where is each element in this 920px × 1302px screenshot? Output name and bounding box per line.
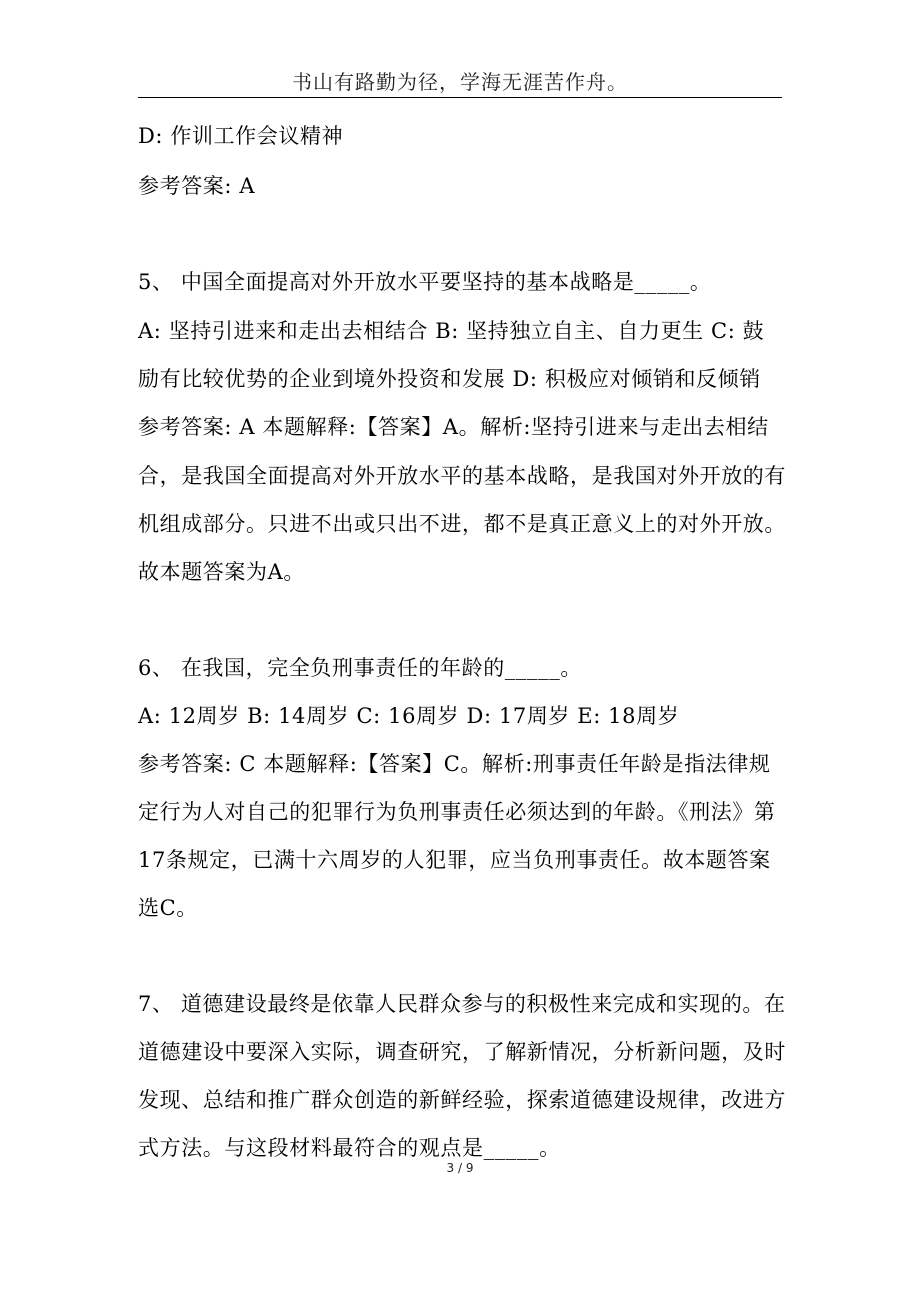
question-6-explanation: 17条规定，已满十六周岁的人犯罪，应当负刑事责任。故本题答案 [138,848,771,872]
page-number: 3 / 9 [446,1161,474,1175]
question-7-stem: 道德建设中要深入实际，调查研究，了解新情况，分析新问题，及时 [138,1040,786,1064]
question-5-explanation: 故本题答案为A。 [138,560,305,584]
question-5-explanation: 机组成部分。只进不出或只出不进，都不是真正意义上的对外开放。 [138,512,786,536]
question-7-stem: 7、 道德建设最终是依靠人民群众参与的积极性来完成和实现的。在 [138,992,786,1016]
question-5-options: A: 坚持引进来和走出去相结合 B: 坚持独立自主、自力更生 C: 鼓 [138,319,765,343]
question-6-stem: 6、 在我国，完全负刑事责任的年龄的_____。 [138,656,582,680]
option-line: D: 作训工作会议精神 [138,124,344,148]
question-5-stem: 5、 中国全面提高对外开放水平要坚持的基本战略是_____。 [138,270,712,294]
question-6-explanation: 定行为人对自己的犯罪行为负刑事责任必须达到的年龄。《刑法》第 [138,800,776,824]
question-7-stem: 发现、总结和推广群众创造的新鲜经验，探索道德建设规律，改进方 [138,1088,786,1112]
header-divider [138,97,782,98]
question-5-options: 励有比较优势的企业到境外投资和发展 D: 积极应对倾销和反倾销 [138,367,761,391]
question-6-answer: 参考答案: C 本题解释:【答案】C。解析:刑事责任年龄是指法律规 [138,752,771,776]
question-6-explanation: 选C。 [138,896,198,920]
question-5-explanation: 合，是我国全面提高对外开放水平的基本战略，是我国对外开放的有 [138,464,786,488]
page-header-motto: 书山有路勤为径，学海无涯苦作舟。 [292,70,628,94]
question-7-stem: 式方法。与这段材料最符合的观点是_____。 [138,1136,561,1160]
answer-line: 参考答案: A [138,174,256,198]
question-6-options: A: 12周岁 B: 14周岁 C: 16周岁 D: 17周岁 E: 18周岁 [138,704,680,728]
question-5-answer: 参考答案: A 本题解释:【答案】A。解析:坚持引进来与走出去相结 [138,415,769,439]
